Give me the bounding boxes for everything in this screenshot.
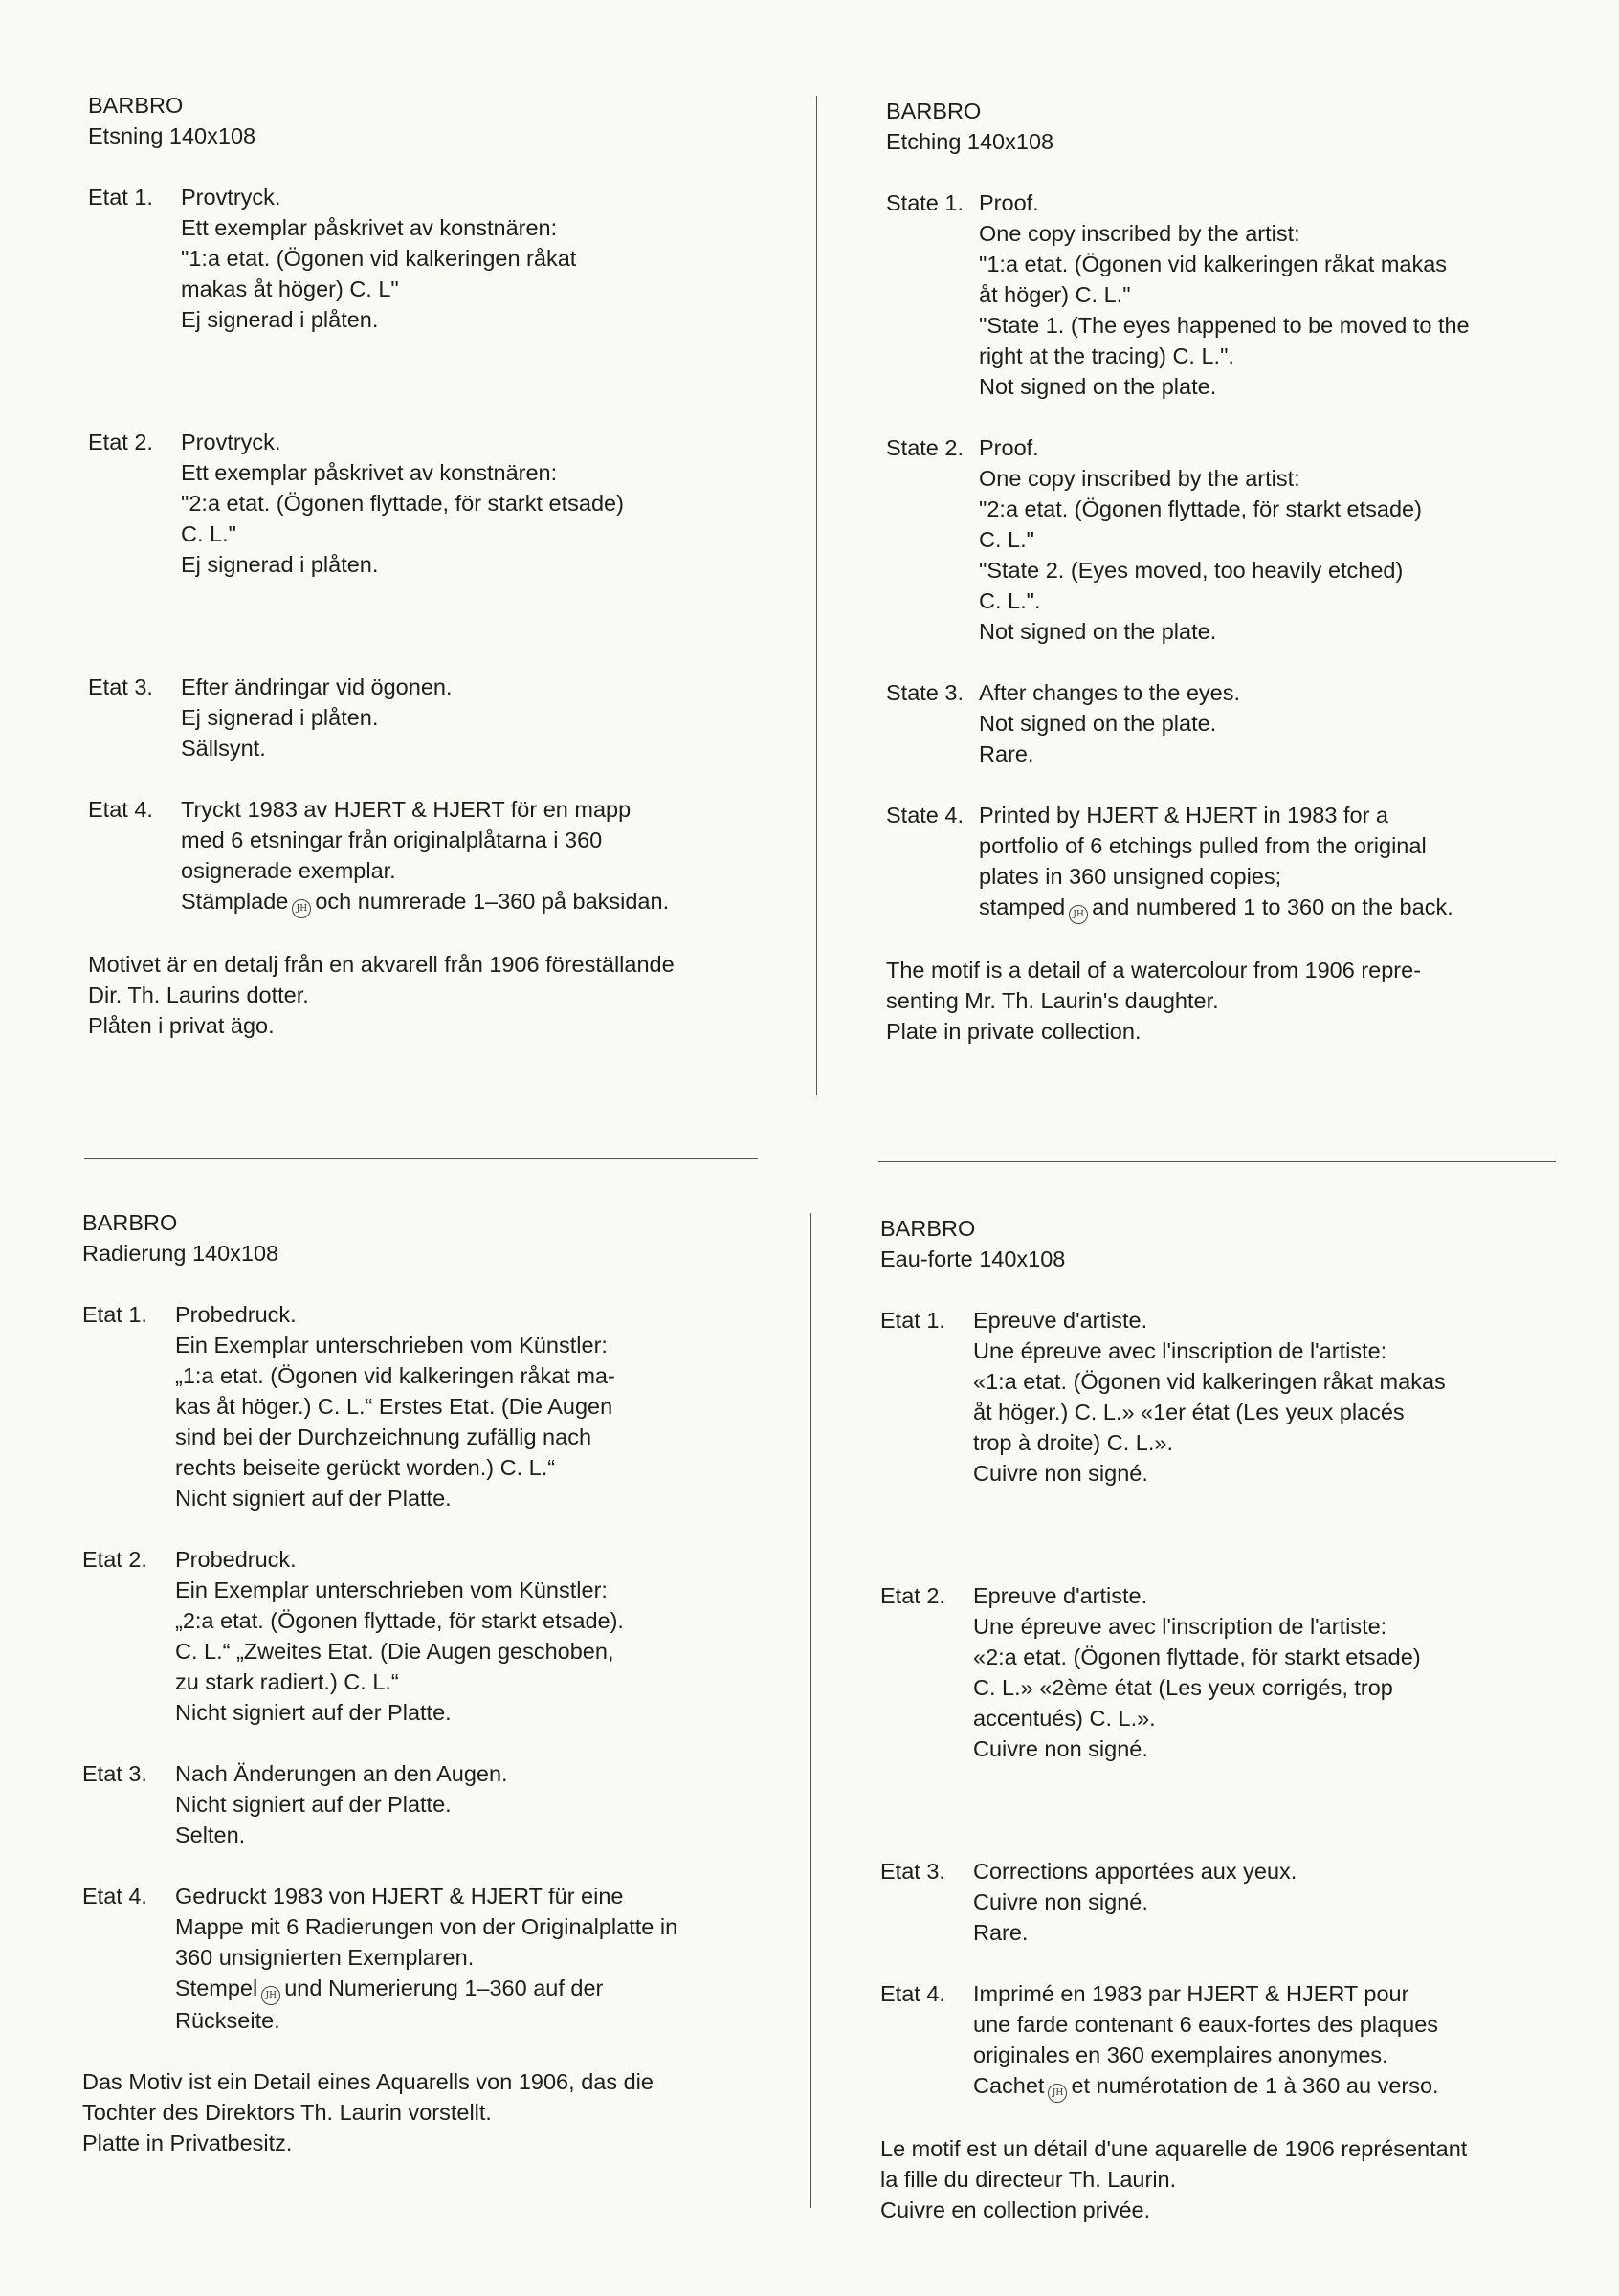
plate-note: Plate in private collection. bbox=[886, 1019, 1142, 1044]
notes bbox=[82, 2066, 810, 2158]
state-line: Nicht signiert auf der Platte. bbox=[175, 1486, 452, 1511]
state-label: Etat 3. bbox=[880, 1859, 945, 1884]
state-line: Printed by HJERT & HJERT in 1983 for a bbox=[979, 803, 1388, 828]
state-line: Ej signerad i plåten. bbox=[181, 705, 379, 730]
state-line: "1:a etat. (Ögonen vid kalkeringen råkat bbox=[181, 246, 577, 271]
german-section bbox=[82, 1207, 810, 2158]
state-line: «1:a etat. (Ögonen vid kalkeringen råkat makas bbox=[973, 1369, 1446, 1394]
stamp-line-before: Stämplade bbox=[181, 889, 289, 914]
state-line: Ej signerad i plåten. bbox=[181, 307, 379, 332]
state-label: Etat 2. bbox=[82, 1547, 147, 1572]
plate-note: Plåten i privat ägo. bbox=[88, 1013, 275, 1038]
hjert-stamp-icon: JH bbox=[292, 899, 311, 918]
state-description bbox=[979, 432, 1575, 647]
state-line: plates in 360 unsigned copies; bbox=[979, 864, 1282, 889]
state-line: Nicht signiert auf der Platte. bbox=[175, 1700, 452, 1725]
state-line: Provtryck. bbox=[181, 185, 281, 210]
state-label: Etat 3. bbox=[82, 1761, 147, 1786]
state-description bbox=[973, 1580, 1579, 1764]
section-heading: BARBRO bbox=[88, 93, 184, 118]
state-entry bbox=[880, 1305, 1579, 1489]
hjert-stamp-icon: JH bbox=[1069, 905, 1088, 924]
state-description bbox=[973, 1305, 1579, 1489]
motif-note: Le motif est un détail d'une aquarelle de 1906 représentant la fille du directeur Th. Laurin. bbox=[880, 2136, 1468, 2192]
state-line: Mappe mit 6 Radierungen von der Originalplatte in bbox=[175, 1914, 678, 1939]
english-section bbox=[886, 96, 1575, 1047]
state-line: makas åt höger) C. L" bbox=[181, 276, 399, 301]
state-line: One copy inscribed by the artist: bbox=[979, 221, 1300, 246]
state-entry bbox=[88, 672, 815, 763]
state-line: trop à droite) C. L.». bbox=[973, 1430, 1173, 1455]
state-line: åt höger.) C. L.» «1er état (Les yeux placés bbox=[973, 1400, 1405, 1424]
state-line: Imprimé en 1983 par HJERT & HJERT pour bbox=[973, 1981, 1409, 2006]
state-line: Ej signerad i plåten. bbox=[181, 552, 379, 577]
state-line: Epreuve d'artiste. bbox=[973, 1583, 1148, 1608]
state-line: C. L." bbox=[979, 527, 1034, 552]
state-line: „1:a etat. (Ögonen vid kalkeringen råkat ma- bbox=[175, 1363, 615, 1388]
state-entry bbox=[880, 1978, 1579, 2103]
hjert-stamp-icon: JH bbox=[261, 1986, 280, 2005]
notes bbox=[88, 949, 815, 1041]
state-description bbox=[175, 1881, 810, 2036]
state-label: State 1. bbox=[886, 190, 964, 215]
state-description bbox=[175, 1544, 810, 1728]
state-line: Nach Änderungen an den Augen. bbox=[175, 1761, 508, 1786]
state-line: Provtryck. bbox=[181, 430, 281, 454]
state-line: Ett exemplar påskrivet av konstnären: bbox=[181, 215, 558, 240]
state-line: „2:a etat. (Ögonen flyttade, för starkt etsade). bbox=[175, 1608, 624, 1633]
state-line: portfolio of 6 etchings pulled from the original bbox=[979, 833, 1427, 858]
vertical-divider-bottom bbox=[810, 1213, 811, 2208]
state-line: "2:a etat. (Ögonen flyttade, för starkt etsade) bbox=[181, 491, 624, 516]
state-line: C. L.“ „Zweites Etat. (Die Augen geschoben, bbox=[175, 1639, 614, 1664]
state-label: Etat 2. bbox=[88, 430, 153, 454]
state-line: Cuivre non signé. bbox=[973, 1461, 1148, 1486]
plate-note: Platte in Privatbesitz. bbox=[82, 2130, 293, 2155]
section-subtitle: Radierung 140x108 bbox=[82, 1241, 279, 1266]
state-line: osignerade exemplar. bbox=[181, 858, 396, 883]
state-entry bbox=[880, 1856, 1579, 1948]
state-line: Une épreuve avec l'inscription de l'artiste: bbox=[973, 1338, 1387, 1363]
state-line: Nicht signiert auf der Platte. bbox=[175, 1792, 452, 1817]
stamp-line-before: Stempel bbox=[175, 1976, 258, 2000]
state-entry bbox=[886, 800, 1575, 924]
state-line: right at the tracing) C. L.". bbox=[979, 343, 1234, 368]
state-line: "State 1. (The eyes happened to be moved to the bbox=[979, 313, 1470, 338]
stamp-line-after: et numérotation de 1 à 360 au verso. bbox=[1071, 2073, 1439, 2098]
state-line: C. L.". bbox=[979, 588, 1041, 613]
state-line: Not signed on the plate. bbox=[979, 619, 1217, 644]
notes bbox=[886, 955, 1575, 1047]
section-heading: BARBRO bbox=[82, 1210, 178, 1235]
section-subtitle: Eau-forte 140x108 bbox=[880, 1247, 1066, 1271]
state-line: Probedruck. bbox=[175, 1302, 297, 1327]
state-label: Etat 4. bbox=[88, 797, 153, 822]
state-line: rechts beiseite gerückt worden.) C. L.“ bbox=[175, 1455, 556, 1480]
stamp-line bbox=[979, 892, 1575, 924]
state-line: Probedruck. bbox=[175, 1547, 297, 1572]
state-line: Not signed on the plate. bbox=[979, 711, 1217, 736]
state-line: sind bei der Durchzeichnung zufällig nach bbox=[175, 1424, 592, 1449]
state-line: Rare. bbox=[979, 741, 1034, 766]
state-label: State 4. bbox=[886, 803, 964, 828]
state-label: State 3. bbox=[886, 680, 964, 705]
state-line: accentués) C. L.». bbox=[973, 1706, 1156, 1731]
horizontal-divider-left bbox=[84, 1158, 758, 1159]
state-label: Etat 4. bbox=[880, 1981, 945, 2006]
state-line: kas åt höger.) C. L.“ Erstes Etat. (Die Augen bbox=[175, 1394, 613, 1419]
state-line: Proof. bbox=[979, 435, 1039, 460]
state-line: Corrections apportées aux yeux. bbox=[973, 1859, 1297, 1884]
stamp-line-after: und Numerierung 1–360 auf der bbox=[284, 1976, 604, 2000]
state-line: med 6 etsningar från originalplåtarna i 360 bbox=[181, 828, 603, 852]
state-entry bbox=[82, 1758, 810, 1850]
stamp-line-before: stamped bbox=[979, 894, 1066, 919]
state-label: Etat 4. bbox=[82, 1884, 147, 1909]
state-line: Selten. bbox=[175, 1822, 246, 1847]
state-label: State 2. bbox=[886, 435, 964, 460]
state-line: C. L." bbox=[181, 521, 236, 546]
state-line: «2:a etat. (Ögonen flyttade, för starkt etsade) bbox=[973, 1645, 1421, 1669]
state-description bbox=[973, 1856, 1579, 1948]
state-description bbox=[979, 800, 1575, 924]
state-entry bbox=[82, 1881, 810, 2036]
state-label: Etat 3. bbox=[88, 674, 153, 699]
state-line: "2:a etat. (Ögonen flyttade, för starkt etsade) bbox=[979, 497, 1422, 521]
state-line: Epreuve d'artiste. bbox=[973, 1308, 1148, 1333]
notes bbox=[880, 2133, 1579, 2225]
state-line: åt höger) C. L." bbox=[979, 282, 1131, 307]
state-description bbox=[181, 427, 815, 580]
state-entry bbox=[886, 432, 1575, 647]
state-line: C. L.» «2ème état (Les yeux corrigés, trop bbox=[973, 1675, 1393, 1700]
section-heading: BARBRO bbox=[880, 1216, 976, 1241]
states-list bbox=[82, 1299, 810, 2036]
state-line: Efter ändringar vid ögonen. bbox=[181, 674, 453, 699]
state-line: Tryckt 1983 av HJERT & HJERT för en mapp bbox=[181, 797, 632, 822]
state-line: 360 unsignierten Exemplaren. bbox=[175, 1945, 475, 1970]
state-entry bbox=[82, 1299, 810, 1513]
state-entry bbox=[82, 1544, 810, 1728]
plate-note: Cuivre en collection privée. bbox=[880, 2197, 1151, 2222]
state-line: Cuivre non signé. bbox=[973, 1736, 1148, 1761]
horizontal-divider-right bbox=[878, 1161, 1556, 1162]
state-entry bbox=[88, 794, 815, 918]
state-line: une farde contenant 6 eaux-fortes des plaques bbox=[973, 2012, 1439, 2037]
state-line: Rückseite. bbox=[175, 2008, 280, 2033]
state-line: Gedruckt 1983 von HJERT & HJERT für eine bbox=[175, 1884, 624, 1909]
section-heading: BARBRO bbox=[886, 99, 982, 123]
state-entry bbox=[880, 1580, 1579, 1764]
state-description bbox=[181, 672, 815, 763]
states-list bbox=[88, 182, 815, 918]
state-line: Not signed on the plate. bbox=[979, 374, 1217, 399]
state-line: After changes to the eyes. bbox=[979, 680, 1241, 705]
stamp-line bbox=[181, 886, 815, 918]
state-label: Etat 1. bbox=[88, 185, 153, 210]
state-description bbox=[979, 188, 1575, 402]
states-list bbox=[886, 188, 1575, 924]
state-entry bbox=[88, 182, 815, 335]
state-description bbox=[181, 182, 815, 335]
state-label: Etat 2. bbox=[880, 1583, 945, 1608]
stamp-line bbox=[973, 2070, 1579, 2103]
state-description bbox=[175, 1758, 810, 1850]
state-line: zu stark radiert.) C. L.“ bbox=[175, 1669, 399, 1694]
state-line: Ett exemplar påskrivet av konstnären: bbox=[181, 460, 558, 485]
state-line: "State 2. (Eyes moved, too heavily etched) bbox=[979, 558, 1404, 583]
state-line: "1:a etat. (Ögonen vid kalkeringen råkat makas bbox=[979, 252, 1448, 276]
motif-note: Das Motiv ist ein Detail eines Aquarells von 1906, das die Tochter des Direktors Th. Laurin vorstellt. bbox=[82, 2069, 654, 2125]
state-line: Rare. bbox=[973, 1920, 1029, 1945]
state-label: Etat 1. bbox=[880, 1308, 945, 1333]
state-line: One copy inscribed by the artist: bbox=[979, 466, 1300, 491]
state-description bbox=[175, 1299, 810, 1513]
state-line: Ein Exemplar unterschrieben vom Künstler: bbox=[175, 1333, 608, 1358]
stamp-line bbox=[175, 1973, 810, 2005]
state-description bbox=[181, 794, 815, 918]
states-list bbox=[880, 1305, 1579, 2103]
motif-note: Motivet är en detalj från en akvarell från 1906 föreställande Dir. Th. Laurins dotter. bbox=[88, 952, 675, 1007]
state-line: originales en 360 exemplaires anonymes. bbox=[973, 2042, 1388, 2067]
stamp-line-after: and numbered 1 to 360 on the back. bbox=[1092, 894, 1453, 919]
vertical-divider-top bbox=[816, 96, 817, 1095]
state-line: Ein Exemplar unterschrieben vom Künstler: bbox=[175, 1578, 608, 1602]
swedish-section bbox=[88, 90, 815, 1041]
section-subtitle: Etching 140x108 bbox=[886, 129, 1054, 154]
state-label: Etat 1. bbox=[82, 1302, 147, 1327]
state-line: Proof. bbox=[979, 190, 1039, 215]
motif-note: The motif is a detail of a watercolour from 1906 repre- senting Mr. Th. Laurin's daughter. bbox=[886, 958, 1422, 1013]
stamp-line-before: Cachet bbox=[973, 2073, 1045, 2098]
state-entry bbox=[88, 427, 815, 580]
french-section bbox=[880, 1213, 1579, 2225]
state-entry bbox=[886, 188, 1575, 402]
state-description bbox=[973, 1978, 1579, 2103]
hjert-stamp-icon: JH bbox=[1048, 2084, 1067, 2103]
state-description bbox=[979, 677, 1575, 769]
state-line: Cuivre non signé. bbox=[973, 1889, 1148, 1914]
section-subtitle: Etsning 140x108 bbox=[88, 123, 256, 148]
stamp-line-after: och numrerade 1–360 på baksidan. bbox=[315, 889, 670, 914]
state-line: Sällsynt. bbox=[181, 736, 266, 761]
state-entry bbox=[886, 677, 1575, 769]
state-line: Une épreuve avec l'inscription de l'artiste: bbox=[973, 1614, 1387, 1639]
